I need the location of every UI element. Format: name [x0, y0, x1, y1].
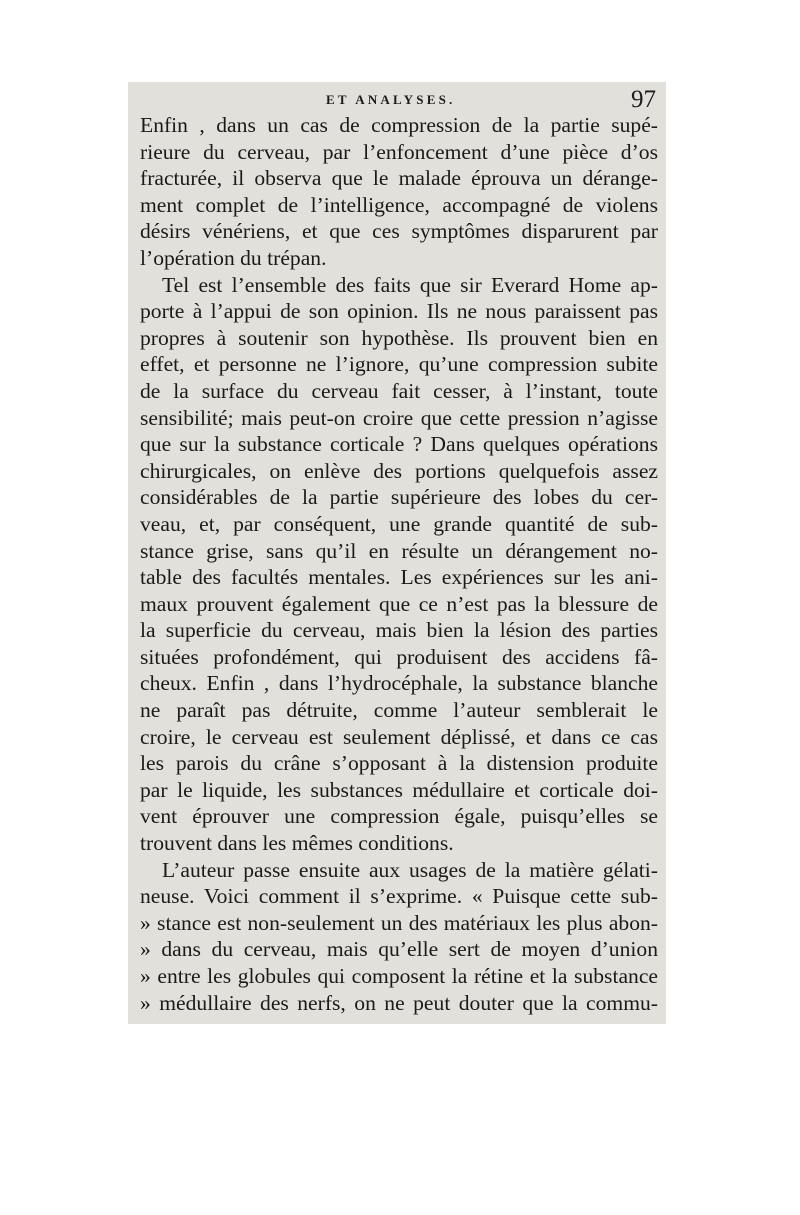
body-text — [140, 112, 658, 1016]
text-line: considérables de la partie supérieure des lobes du cer- — [140, 485, 658, 510]
text-line: table des facultés mentales. Les expériences sur les ani- — [140, 565, 658, 590]
text-line: trouvent dans les mêmes conditions. — [140, 831, 454, 856]
text-line: fracturée, il observa que le malade éprouva un dérange- — [140, 166, 658, 191]
text-line: sensibilité; mais peut-on croire que cette pression n’agisse — [140, 405, 658, 430]
text-line: » entre les globules qui composent la rétine et la substance — [140, 964, 658, 988]
text-line: croire, le cerveau est seulement déplissé, et dans ce cas — [140, 724, 658, 749]
text-line: désirs vénériens, et que ces symptômes disparurent par — [140, 219, 658, 244]
text-line: stance grise, sans qu’il en résulte un dérangement no- — [140, 538, 658, 563]
text-line: la superficie du cerveau, mais bien la lésion des parties — [140, 618, 658, 643]
text-line: vent éprouver une compression égale, puisqu’elles se — [140, 804, 658, 829]
text-line: rieure du cerveau, par l’enfoncement d’une pièce d’os — [140, 139, 658, 164]
text-line: ne paraît pas détruite, comme l’auteur semblerait le — [140, 698, 658, 723]
text-line: porte à l’appui de son opinion. Ils ne nous paraissent pas — [140, 299, 658, 324]
text-line: ment complet de l’intelligence, accompagné de violens — [140, 192, 658, 217]
text-line: l’opération du trépan. — [140, 245, 327, 270]
page-number: 97 — [631, 86, 656, 113]
text-line: » médullaire des nerfs, on ne peut douter que la commu- — [140, 990, 658, 1015]
text-line: veau, et, par conséquent, une grande quantité de sub- — [140, 511, 658, 536]
text-line: effet, et personne ne l’ignore, qu’une compression subite — [140, 352, 658, 377]
text-line: neuse. Voici comment il s’exprime. « Puisque cette sub- — [140, 884, 658, 909]
text-line: L’auteur passe ensuite aux usages de la matière gélati- — [162, 857, 658, 882]
page-header — [132, 88, 658, 114]
text-line: » stance est non-seulement un des matériaux les plus abon- — [140, 910, 658, 935]
text-line: chirurgicales, on enlève des portions quelquefois assez — [140, 458, 658, 483]
text-line: que sur la substance corticale ? Dans quelques opérations — [140, 432, 658, 457]
text-line: de la surface du cerveau fait cesser, à l’instant, toute — [140, 378, 658, 403]
text-line: » dans du cerveau, mais qu’elle sert de moyen d’union — [140, 937, 658, 962]
text-line: par le liquide, les substances médullaire et corticale doi- — [140, 777, 658, 802]
text-line: Enfin , dans un cas de compression de la partie supé- — [140, 113, 658, 137]
text-line: maux prouvent également que ce n’est pas la blessure de — [140, 591, 658, 616]
text-line: Tel est l’ensemble des faits que sir Everard Home ap- — [162, 272, 658, 297]
text-line: cheux. Enfin , dans l’hydrocéphale, la substance blanche — [140, 671, 658, 696]
text-line: les parois du crâne s’opposant à la distension produite — [140, 751, 658, 776]
text-line: situées profondément, qui produisent des accidens fâ- — [140, 644, 658, 669]
running-head: ET ANALYSES. — [326, 92, 456, 107]
text-line: propres à soutenir son hypothèse. Ils prouvent bien en — [140, 325, 658, 350]
